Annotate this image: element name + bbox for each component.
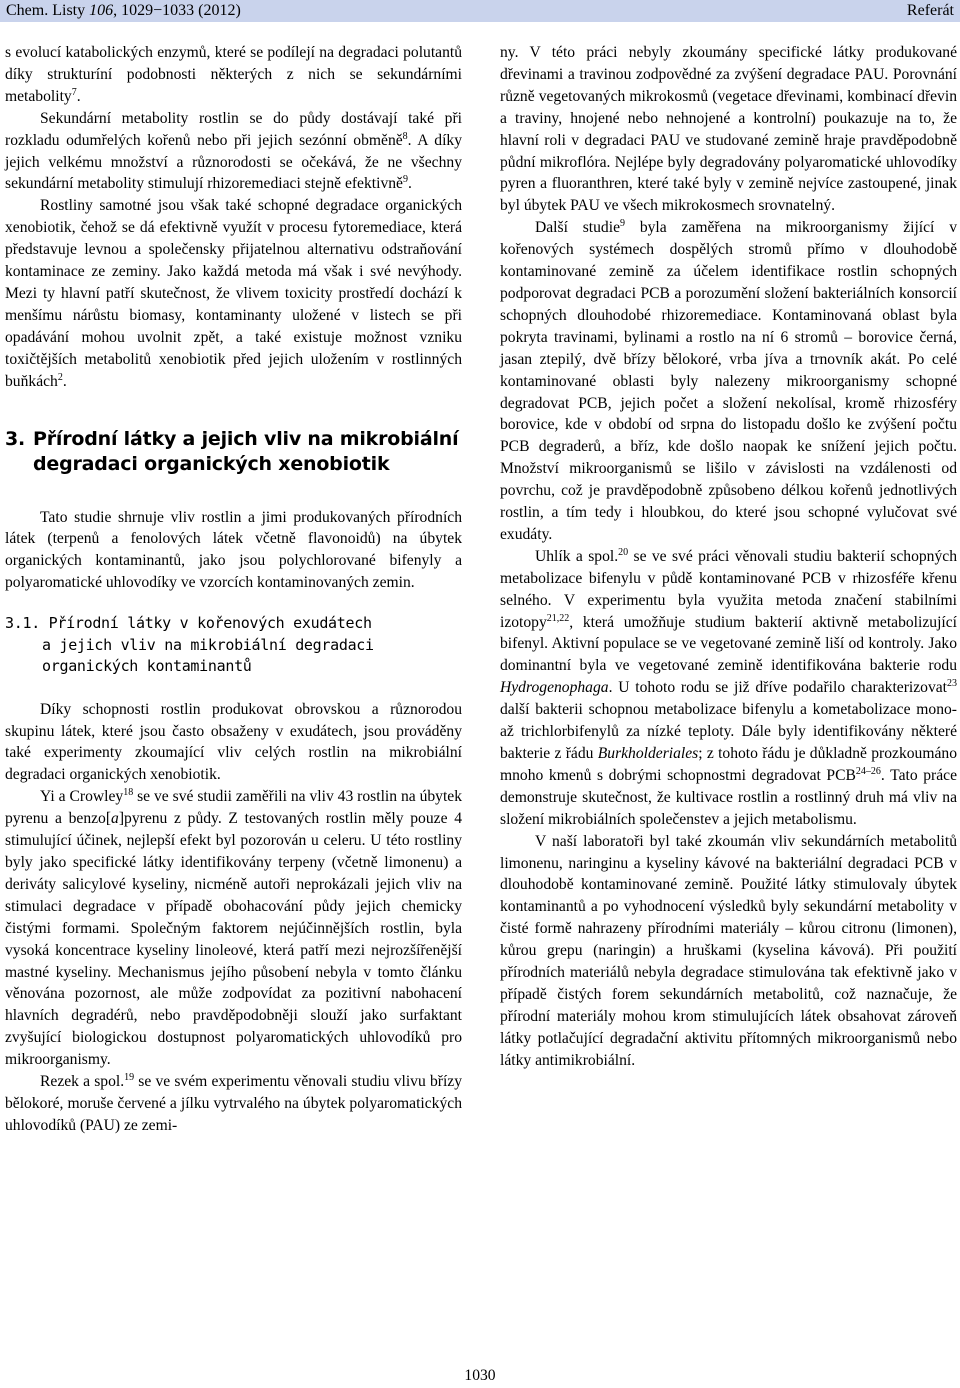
order-name: Burkholderiales [597, 745, 699, 762]
paragraph: Rostliny samotné jsou však také schopné degradace organických xenobiotik, čehož se dá efektivně využít v procesu fytoremediace, která představuje levnou a společensky přijatelnou alternativu odstraňování kontaminace ze zeminy. Jako každá metoda má však i své nevýhody. Mezi ty hlavní patří skutečnost, že vlivem toxicity prostředí dochází k menšímu nárůstu biomasy, kontaminanty uložené v listech se při opadávání mohou uvolnit zpět, a také existuje možnost vzniku toxičtějších metabolitů xenobiotik před jejich uložením v rostlinných buňkách$^2$. [5, 197, 462, 390]
citation-ref: 23 [947, 678, 957, 690]
subsection-title-line: a jejich vliv na mikrobiální degradaci [42, 635, 374, 654]
paragraph: Rezek a spol.$^{19}$ se ve svém experimentu věnovali studiu vlivu břízy bělokoré, moruše červené a jílku vytrvalého na úbytek polyaromatických uhlovodíků (PAU) ze zemi- [5, 1072, 462, 1134]
subsection-heading [5, 613, 462, 678]
right-column [500, 42, 957, 1072]
paragraph: Díky schopnosti rostlin produkovat obrovskou a různorodou skupinu látek, které jsou často obsaženy v exudátech, jsou prováděny také experimenty zkoumající vliv celých rostlin na mikrobiální degradaci organických xenobiotik. [5, 700, 462, 784]
section-number: 3. [5, 427, 26, 450]
subsection-number: 3.1. [5, 614, 40, 633]
section-heading [5, 427, 462, 477]
journal-citation [6, 0, 241, 22]
paragraph: Další studie$^9$ byla zaměřena na mikroorganismy žijící v kořenových systémech dospělých stromů přímo v dlouhodobě kontaminované zemině za účelem identifikace rostlin schopných podporovat degradaci PCB a porozumění složení bakteriálních konsorcií schopných dlouhodobé rhizoremediace. Kontaminovaná oblast byla pokryta travinami, bylinami a rostlo na ní 6 stromů – borovice černá, jasan ztepilý, dvě břízy bělokoré, vrba jíva a trnovník akát. Po celé kontaminované oblasti byly nalezeny mikroorganismy schopné degradovat PCB, jejich počet a složení nekolísal, kromě rhizosféry borovice, kde v období od srpna do listopadu došlo ke zvýšení počtu PCB degraderů, a bříz, kde došlo naopak ke snížení jejich počtu. Množství mikroorganismů se lišilo v závislosti na vzdálenosti od povrchu, což je pravděpodobně způsobeno délkou kořenů jednotlivých rostlin, a tím tedy i hloubkou, do které jsou schopné vylučovat své exudáty. [500, 218, 957, 543]
paragraph: Uhlík a spol.$^{20}$ se ve své práci věnovali studiu bakterií schopných metabolizace bifenylu v půdě kontaminované PCB v rhizosféře křenu selného. V experimentu byla využita metoda značení stabilními izotopy$^{21,22}$, která umožňuje studium bakterií aktivně metabolizující bifenyl. Aktivní populace se ve vegetované zemině liší od kontroly. Jako dominantní byla ve vegetované zemině identifikována bakterie rodu Hydrogenophaga. U tohoto rodu se již dříve podařilo charakterizovat$^{23}$ další bakterii schopnou metabolizace bifenylu a kometabolizace mono- až trichlorbifenylů za nízké teploty. Dále byly identifikovány některé bakterie z řádu Burkholderiales; z tohoto řádu je důkladně prozkoumáno mnoho kmenů s dobrými schopnostmi degradovat PCB$^{24-26}$. Tato práce demonstruje skutečnost, že kultivace rostlin a rostlinný druh má vliv na složení mikrobiálních společenstev a jejich metabolismu. [500, 546, 957, 828]
subsection-title-line: organických kontaminantů [42, 657, 252, 676]
genus-name: Hydrogenophaga [500, 679, 609, 697]
left-column [5, 42, 462, 1137]
section-title-line: Přírodní látky a jejich vliv na mikrobiální [33, 427, 459, 450]
citation-ref: 8 [402, 130, 408, 142]
citation-ref: 24–26 [855, 765, 881, 777]
running-header [0, 0, 960, 22]
paragraph: V naší laboratoři byl také zkoumán vliv sekundárních metabolitů limonenu, naringinu a kyseliny kávové na bakteriální degradaci PCB v dlouhodobě kontaminované zemině. Použité látky stimulovaly úbytek kontaminantů a po vyhodnocení výsledků byly sekundární metabolity v čisté formě nahrazeny přírodními materiály – kůrou citronu (limonen), kůrou grepu (naringin) a hruškami (kyselina kávová). Při použití přírodních materiálů nebyla degradace stimulována tak efektivně jako v případě čistých forem sekundárních metabolitů, což naznačuje, že přírodní materiály mohou krom stimulujících látek obsahovat zároveň látky potlačující degradační aktivitu přítomných mikroorganismů nebo látky antimikrobiální. [500, 832, 957, 1069]
paragraph: ny. V této práci nebyly zkoumány specifické látky produkované dřevinami a travinou zodpovědné za zvýšení degradace PAU. Porovnání různě vegetovaných mikrokosmů (vegetace dřevinami, kombinací dřevin a traviny, hnojené nebo nehnojené a kontrolní) poukazuje na to, že hlavní roli v degradaci PAU ve studované zemině hraje pravděpodobně půdní mikroflóra. Nejlépe byly degradovány polyaromatické uhlovodíky pyren a fluoranthren, které také byly v zemině nejvíce zastoupené, jinak byl úbytek PAU ve všech mikrokosmech srovnatelný. [500, 44, 957, 215]
citation-ref: 2 [57, 371, 63, 383]
citation-ref: 20 [618, 546, 629, 558]
page-number: 1030 [464, 1367, 496, 1384]
section-title-line: degradaci organických xenobiotik [33, 452, 390, 475]
journal-pages: , 1029−1033 (2012) [113, 2, 241, 19]
citation-ref: 19 [124, 1072, 135, 1084]
journal-volume: 106 [89, 2, 114, 19]
paragraph: s evolucí katabolických enzymů, které se podílejí na degradaci polutantů díky strukturíní podobnosti některých z nich se sekundárními metabolity$^7$. [5, 44, 462, 105]
journal-name: Chem. Listy [6, 2, 90, 19]
citation-ref: 18 [123, 787, 134, 799]
citation-ref: 9 [620, 218, 625, 230]
article-type: Referát [906, 2, 954, 19]
paragraph: Yi a Crowley$^{18}$ se ve své studii zaměřili na vliv 43 rostlin na úbytek pyrenu a benzo[a]pyrenu z půdy. Z testovaných rostlin měly pouze 4 stimulující účinek, nejlepší efekt byl pozorován u celeru. U této rostliny byly jako specifické látky identifikovány terpeny (včetně limonenu) a deriváty salicylové kyseliny, nicméně autoři neprokázali jejich vliv na stimulaci degradace v případě obohacování půdy jejich chemicky čistými formami. Společným faktorem nejúčinnějších rostlin, byla vysoká koncentrace kyseliny linoleové, která patří mezi nejrozšířenější mastné kyseliny. Mechanismus jejího působení nebyla v tomto článku věnována pozornost, ale může zodpovídat za pozitivní nabohacení hlavních degradérů, nebo pravděpodobněji slouží jako surfaktant zvyšující biologickou dostupnost polyaromatických uhlovodíků pro mikroorganismy. [5, 787, 463, 1069]
citation-ref: 7 [71, 86, 77, 98]
paragraph: Sekundární metabolity rostlin se do půdy dostávají také při rozkladu odumřelých kořenů nebo při jejich sezónní obměně$^8$. A díky jejich velkému množství a různorodosti se očekává, že ne všechny sekundární metabolity stimulují rhizoremediaci stejně efektivně$^9$. [5, 109, 462, 193]
citation-ref: 21,22 [546, 612, 570, 624]
citation-ref: 9 [402, 174, 408, 186]
paragraph: Tato studie shrnuje vliv rostlin a jimi produkovaných přírodních látek (terpenů a fenolových látek včetně flavonoidů) na úbytek organických kontaminantů, jako jsou polychlorované bifenyly a polyaromatické uhlovodíky ve vzorcích kontaminovaných zemin. [5, 508, 462, 592]
subsection-title-line: Přírodní látky v kořenových exudátech [48, 614, 372, 633]
